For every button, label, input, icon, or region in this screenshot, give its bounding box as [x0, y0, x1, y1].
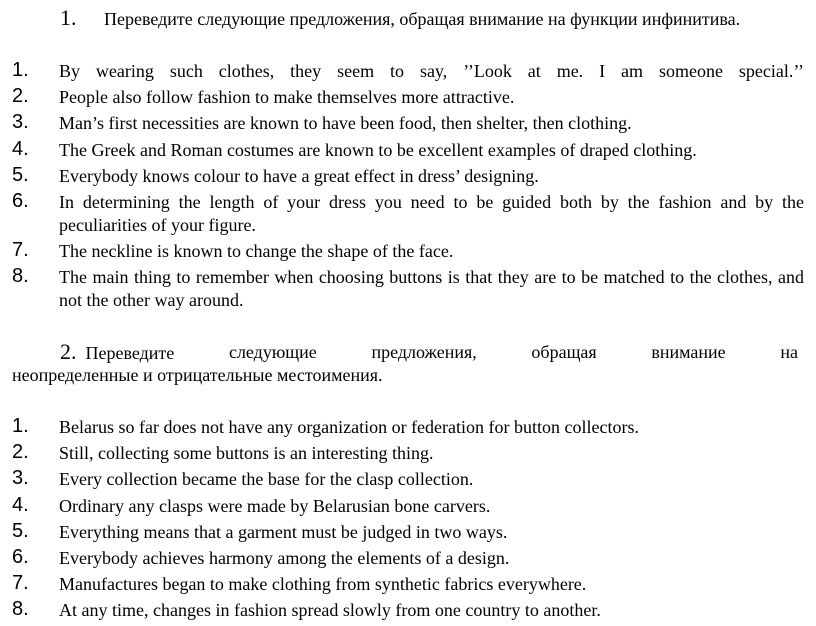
section2-heading-line1 — [12, 341, 798, 364]
item-number: 8. — [12, 598, 29, 621]
list-item — [12, 521, 804, 544]
item-number: 4. — [12, 137, 29, 160]
section2-title-line2: неопределенные и отрицательные местоимения. — [12, 365, 383, 385]
section1-title: Переведите следующие предложения, обращая внимание на функции инфинитива. — [104, 9, 741, 29]
item-text: Manufactures began to make clothing from synthetic fabrics everywhere. — [59, 574, 587, 595]
list-item — [12, 468, 804, 491]
item-text: The Greek and Roman costumes are known to be excellent examples of draped clothing. — [59, 139, 697, 160]
section2-title-word: на — [780, 342, 798, 362]
item-text: At any time, changes in fashion spread slowly from one country to another. — [59, 600, 601, 621]
item-text: People also follow fashion to make themselves more attractive. — [59, 87, 515, 108]
section1-list — [12, 60, 804, 316]
section2-number: 2. — [60, 339, 77, 364]
item-number: 8. — [12, 265, 29, 288]
list-item — [12, 112, 804, 135]
item-text: The neckline is known to change the shape of the face. — [59, 241, 454, 262]
item-text: By wearing such clothes, they seem to say, ’’Look at me. I am someone special.’’ — [59, 61, 804, 81]
item-text: In determining the length of your dress you need to be guided both by the fashion and by the peculiarities of your figure. — [59, 191, 804, 235]
list-item — [12, 139, 804, 162]
list-item — [12, 266, 804, 312]
item-number: 7. — [12, 239, 29, 262]
section2-title-word: внимание — [651, 342, 726, 362]
item-text: Ordinary any clasps were made by Belarusian bone carvers. — [59, 495, 491, 516]
item-text: Everybody knows colour to have a great effect in dress’ designing. — [59, 165, 539, 186]
section1-heading — [60, 7, 740, 30]
item-number: 3. — [12, 467, 29, 490]
section2-list — [12, 416, 804, 626]
list-item — [12, 442, 804, 465]
item-number: 7. — [12, 572, 29, 595]
item-text: Belarus so far does not have any organization or federation for button collectors. — [59, 417, 639, 437]
item-number: 3. — [12, 111, 29, 134]
item-number: 2. — [12, 85, 29, 108]
list-item — [12, 599, 804, 622]
list-item — [12, 416, 804, 439]
item-text: The main thing to remember when choosing buttons is that they are to be matched to the clothes, and not the other way around. — [59, 267, 804, 311]
item-text: Still, collecting some buttons is an interesting thing. — [59, 443, 434, 464]
section2-title-word: обращая — [531, 342, 597, 362]
list-item — [12, 547, 804, 570]
item-number: 1. — [12, 415, 29, 437]
list-item — [12, 86, 804, 109]
item-number: 5. — [12, 519, 29, 542]
section1-number: 1. — [60, 5, 77, 30]
list-item — [12, 165, 804, 188]
item-number: 1. — [12, 59, 29, 81]
item-number: 2. — [12, 441, 29, 464]
section2-title-word: Переведите — [85, 343, 175, 363]
list-item — [12, 191, 804, 237]
section2-heading-start — [60, 341, 174, 364]
section2-title-word: предложения, — [371, 342, 477, 362]
item-text: Everything means that a garment must be judged in two ways. — [59, 521, 508, 542]
item-text: Man’s first necessities are known to have been food, then shelter, then clothing. — [59, 113, 632, 134]
item-number: 6. — [12, 189, 29, 212]
item-number: 5. — [12, 163, 29, 186]
section2-heading — [12, 341, 798, 386]
item-number: 4. — [12, 493, 29, 516]
item-text: Everybody achieves harmony among the elements of a design. — [59, 547, 510, 568]
item-text: Every collection became the base for the clasp collection. — [59, 469, 474, 490]
item-number: 6. — [12, 545, 29, 568]
list-item — [12, 60, 804, 83]
list-item — [12, 573, 804, 596]
list-item — [12, 495, 804, 518]
list-item — [12, 240, 804, 263]
section2-title-word: следующие — [228, 342, 317, 362]
